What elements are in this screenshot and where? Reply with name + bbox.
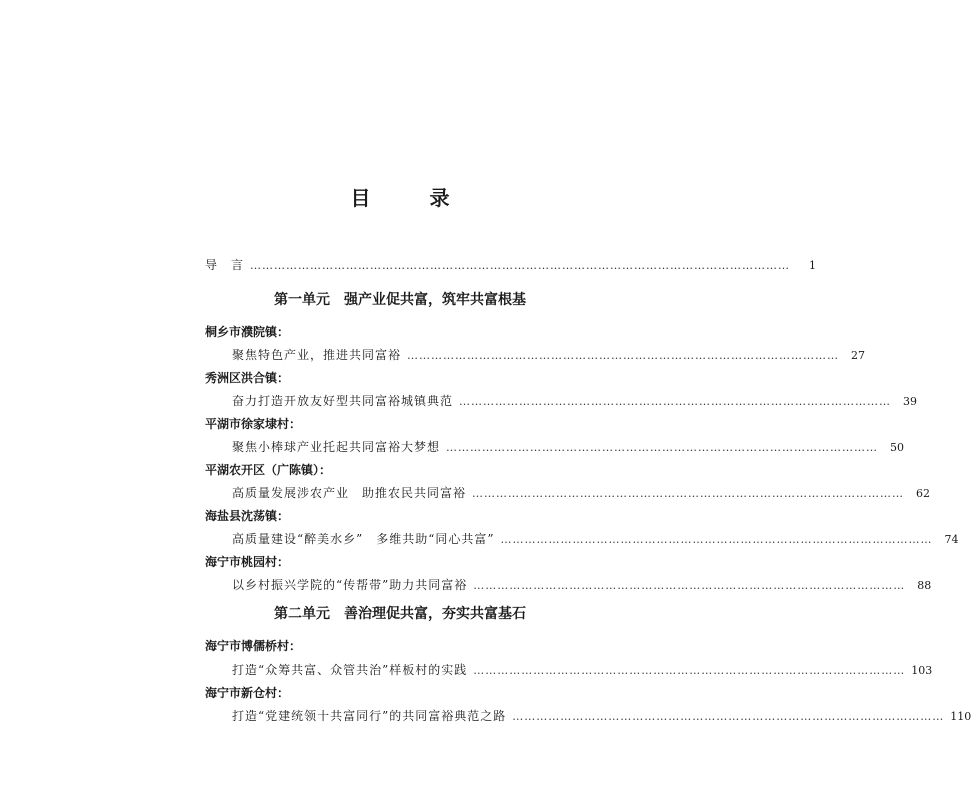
toc-entry[interactable]: [0, 661, 933, 678]
page-number: 74: [944, 533, 959, 546]
leader-dots: ………………………………………………………………………………………………: [473, 664, 906, 677]
entry-label: 高质量发展涉农产业 助推农民共同富裕: [232, 486, 467, 500]
toc-entry[interactable]: [0, 438, 905, 455]
toc-entry[interactable]: [0, 346, 866, 363]
page-number: 50: [890, 441, 905, 454]
leader-dots: ………………………………………………………………………………………………: [459, 395, 892, 408]
entry-label: 高质量建设“醉美水乡” 多维共助“同心共富”: [232, 532, 495, 546]
toc-entry[interactable]: [0, 707, 971, 724]
place-name: 海盐县沈荡镇：: [205, 509, 290, 523]
leader-dots: ………………………………………………………………………………………………: [500, 533, 933, 546]
unit-heading-2: 第二单元 善治理促共富，夯实共富基石: [274, 606, 526, 622]
entry-label: 导 言: [205, 258, 245, 272]
page-number: 103: [911, 664, 933, 677]
place-name: 海宁市桃园村：: [205, 555, 290, 569]
entry-label: 打造“党建统领十共富同行”的共同富裕典范之路: [232, 709, 507, 723]
place-name: 平湖农开区（广陈镇）：: [205, 463, 332, 477]
toc-entry[interactable]: [0, 392, 918, 409]
page-number: 62: [916, 487, 931, 500]
entry-label: 奋力打造开放友好型共同富裕城镇典范: [232, 394, 454, 408]
entry-label: 以乡村振兴学院的“传帮带”助力共同富裕: [232, 578, 468, 592]
toc-entry-intro[interactable]: [0, 256, 817, 273]
place-name: 秀洲区洪合镇：: [205, 371, 290, 385]
place-name: 平湖市徐家埭村：: [205, 417, 302, 431]
leader-dots: ………………………………………………………………………………………………: [446, 441, 879, 454]
unit-heading-1: 第一单元 强产业促共富，筑牢共富根基: [274, 292, 526, 308]
leader-dots: ………………………………………………………………………………………………: [512, 710, 945, 723]
entry-label: 打造“众筹共富、众管共治”样板村的实践: [232, 663, 468, 677]
place-name: 桐乡市濮院镇：: [205, 325, 290, 339]
entry-label: 聚焦特色产业，推进共同富裕: [232, 348, 402, 362]
toc-entry[interactable]: [0, 530, 959, 547]
place-name: 海宁市新仓村：: [205, 686, 290, 700]
leader-dots: ………………………………………………………………………………………………………………………: [250, 259, 791, 272]
page-number: 88: [917, 579, 932, 592]
toc-entry[interactable]: [0, 484, 931, 501]
entry-label: 聚焦小棒球产业托起共同富裕大梦想: [232, 440, 441, 454]
page-title: 目 录: [350, 186, 476, 210]
leader-dots: ………………………………………………………………………………………………: [473, 579, 906, 592]
page-number: 27: [851, 349, 866, 362]
page-number: 110: [950, 710, 971, 723]
page-number: 39: [903, 395, 918, 408]
page-number: 1: [809, 259, 817, 272]
place-name: 海宁市博儒桥村：: [205, 639, 302, 653]
leader-dots: ………………………………………………………………………………………………: [472, 487, 905, 500]
toc-entry[interactable]: [0, 576, 932, 593]
leader-dots: ………………………………………………………………………………………………: [407, 349, 840, 362]
